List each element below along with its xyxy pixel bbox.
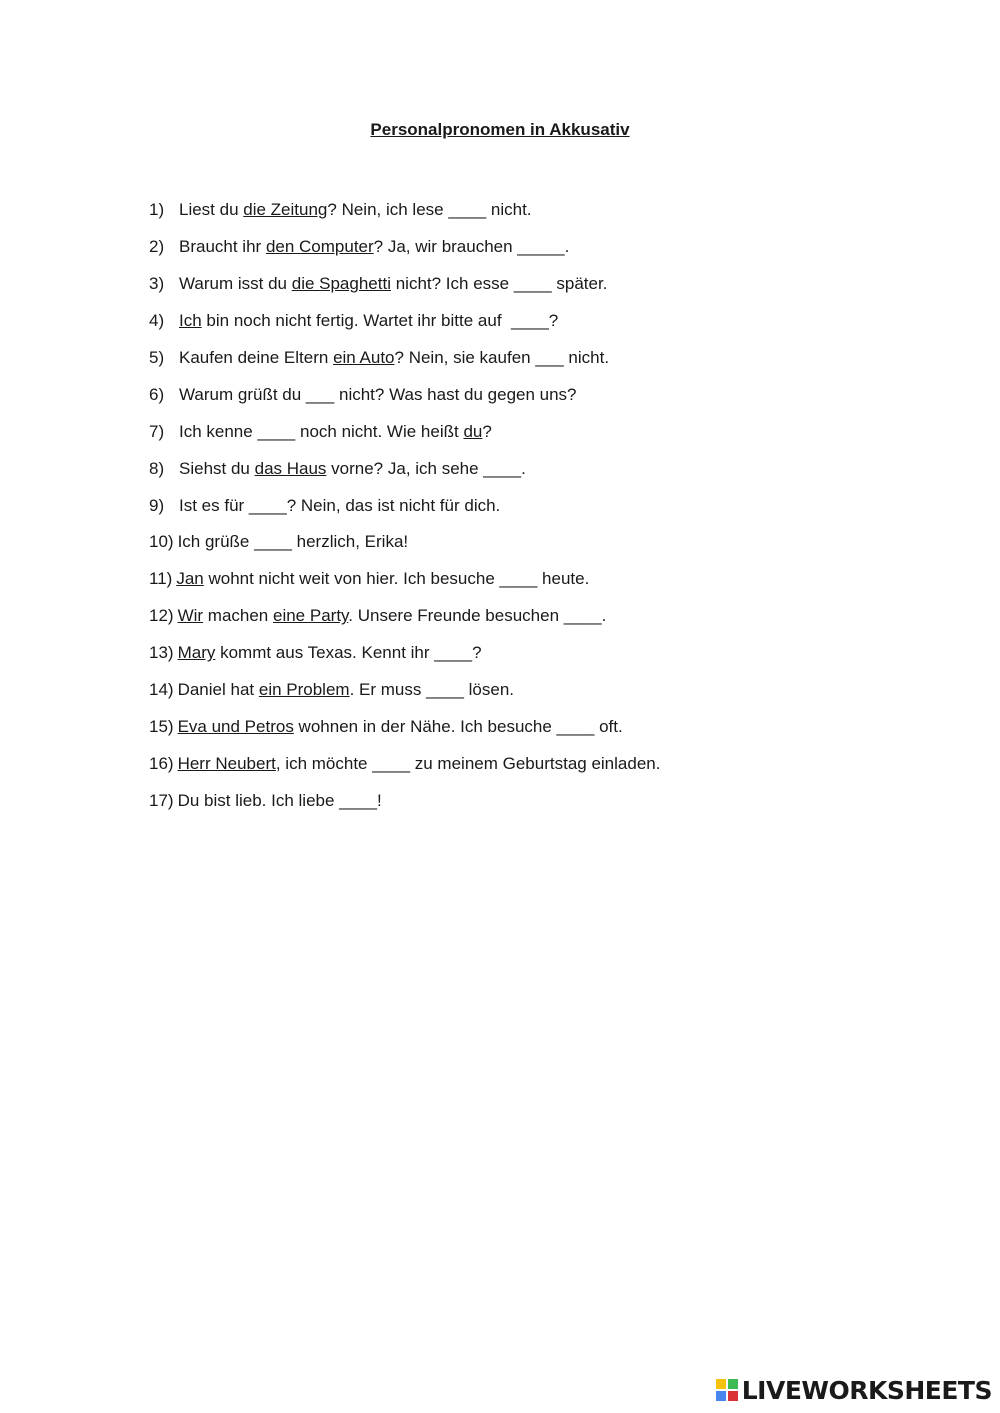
sentence-text: Kaufen deine Eltern bbox=[179, 348, 334, 367]
sentence-text: Liest du bbox=[179, 200, 244, 220]
sentence-text: machen bbox=[203, 606, 273, 626]
sentence-text: Ich kenne ____ noch nicht. Wie heißt bbox=[179, 421, 464, 441]
exercise-item bbox=[149, 340, 949, 377]
sentence-text: ? Nein, sie kaufen ___ nicht. bbox=[394, 348, 610, 367]
exercise-item bbox=[149, 303, 949, 340]
exercise-sentence bbox=[176, 569, 589, 589]
exercise-item bbox=[149, 672, 949, 709]
logo-square bbox=[728, 1379, 738, 1389]
worksheet-title: Personalpronomen in Akkusativ bbox=[370, 120, 630, 139]
underlined-word: Ich bbox=[179, 311, 202, 331]
underlined-word: Eva und Petros bbox=[177, 716, 294, 736]
sentence-text: ? Ja, wir brauchen _____. bbox=[373, 237, 570, 257]
sentence-text: ? bbox=[482, 421, 492, 441]
exercise-number: 8) bbox=[149, 458, 165, 478]
sentence-text: Warum isst du bbox=[179, 274, 292, 294]
underlined-word: den Computer bbox=[265, 237, 374, 257]
underlined-word: Herr Neubert bbox=[177, 753, 276, 773]
exercise-number: 7) bbox=[149, 421, 165, 441]
sentence-text: wohnt nicht weit von hier. Ich besuche ____ heute. bbox=[203, 569, 590, 589]
exercise-number: 2) bbox=[149, 237, 165, 257]
logo-square bbox=[728, 1391, 738, 1401]
exercise-number: 1) bbox=[149, 200, 165, 220]
sentence-text: kommt aus Texas. Kennt ihr ____? bbox=[215, 643, 482, 663]
exercise-item bbox=[149, 450, 949, 487]
exercise-item bbox=[149, 598, 949, 635]
exercise-sentence bbox=[179, 200, 532, 220]
sentence-text: , ich möchte ____ zu meinem Geburtstag einladen. bbox=[275, 753, 661, 773]
exercise-item bbox=[149, 635, 949, 672]
exercise-sentence bbox=[178, 643, 482, 663]
exercise-item bbox=[149, 782, 949, 819]
sentence-text: Du bist lieb. Ich liebe ____! bbox=[177, 790, 382, 810]
exercise-sentence bbox=[179, 237, 569, 257]
exercise-sentence bbox=[178, 717, 623, 737]
sentence-text: Ist es für ____? Nein, das ist nicht für dich. bbox=[179, 495, 501, 515]
underlined-word: das Haus bbox=[254, 458, 327, 478]
exercise-sentence bbox=[179, 348, 609, 368]
exercise-sentence bbox=[179, 385, 577, 405]
exercise-number: 13) bbox=[149, 643, 174, 663]
sentence-text: vorne? Ja, ich sehe ____. bbox=[326, 458, 526, 478]
exercise-number: 12) bbox=[149, 606, 174, 626]
exercise-number: 6) bbox=[149, 384, 165, 404]
exercise-item bbox=[149, 561, 949, 598]
sentence-text: . Er muss ____ lösen. bbox=[349, 680, 514, 700]
exercise-sentence bbox=[178, 606, 607, 626]
sentence-text: Warum grüßt du ___ nicht? Was hast du gegen uns? bbox=[179, 384, 577, 404]
exercise-number: 10) bbox=[149, 532, 174, 552]
sentence-text: bin noch nicht fertig. Wartet ihr bitte auf ____? bbox=[201, 311, 559, 331]
sentence-text: Braucht ihr bbox=[179, 237, 266, 257]
sentence-text: nicht? Ich esse ____ später. bbox=[390, 274, 608, 294]
underlined-word: Wir bbox=[177, 606, 204, 626]
exercise-number: 5) bbox=[149, 348, 165, 367]
exercise-sentence bbox=[178, 754, 661, 774]
exercise-sentence bbox=[179, 496, 500, 516]
exercise-item bbox=[149, 413, 949, 450]
exercise-number: 11) bbox=[149, 569, 173, 589]
logo-square bbox=[716, 1379, 726, 1389]
logo-square bbox=[716, 1391, 726, 1401]
sentence-text: Ich grüße ____ herzlich, Erika! bbox=[177, 532, 409, 552]
underlined-word: ein Auto bbox=[333, 348, 395, 367]
underlined-word: Mary bbox=[177, 643, 216, 663]
exercise-sentence bbox=[178, 532, 409, 552]
exercise-sentence bbox=[179, 422, 492, 442]
exercise-number: 14) bbox=[149, 680, 174, 700]
sentence-text: . Unsere Freunde besuchen ____. bbox=[348, 606, 607, 626]
exercise-item bbox=[149, 708, 949, 745]
exercise-list bbox=[149, 192, 949, 819]
sentence-text: ? Nein, ich lese ____ nicht. bbox=[327, 200, 532, 220]
liveworksheets-logo-text: LIVEWORKSHEETS bbox=[741, 1375, 992, 1405]
exercise-item bbox=[149, 745, 949, 782]
underlined-word: du bbox=[463, 421, 483, 441]
exercise-number: 17) bbox=[149, 790, 174, 810]
sentence-text: Siehst du bbox=[179, 458, 255, 478]
exercise-sentence bbox=[178, 680, 514, 700]
underlined-word: die Spaghetti bbox=[291, 274, 391, 294]
exercise-number: 9) bbox=[149, 495, 165, 515]
underlined-word: die Zeitung bbox=[243, 200, 328, 220]
exercise-item bbox=[149, 487, 949, 524]
exercise-item bbox=[149, 192, 949, 229]
exercise-number: 4) bbox=[149, 311, 165, 331]
exercise-sentence bbox=[179, 459, 526, 479]
exercise-sentence bbox=[179, 274, 607, 294]
exercise-item bbox=[149, 524, 949, 561]
exercise-number: 3) bbox=[149, 274, 165, 294]
liveworksheets-logo-icon bbox=[716, 1379, 738, 1401]
sentence-text: wohnen in der Nähe. Ich besuche ____ oft. bbox=[293, 716, 623, 736]
liveworksheets-logo bbox=[716, 1373, 992, 1407]
exercise-item bbox=[149, 266, 949, 303]
underlined-word: ein Problem bbox=[258, 680, 350, 700]
underlined-word: eine Party bbox=[273, 606, 349, 626]
sentence-text: Daniel hat bbox=[177, 680, 259, 700]
underlined-word: Jan bbox=[176, 569, 204, 589]
exercise-sentence bbox=[179, 311, 558, 331]
exercise-sentence bbox=[178, 791, 382, 811]
exercise-item bbox=[149, 376, 949, 413]
exercise-item bbox=[149, 229, 949, 266]
exercise-number: 15) bbox=[149, 716, 174, 736]
exercise-number: 16) bbox=[149, 753, 174, 773]
